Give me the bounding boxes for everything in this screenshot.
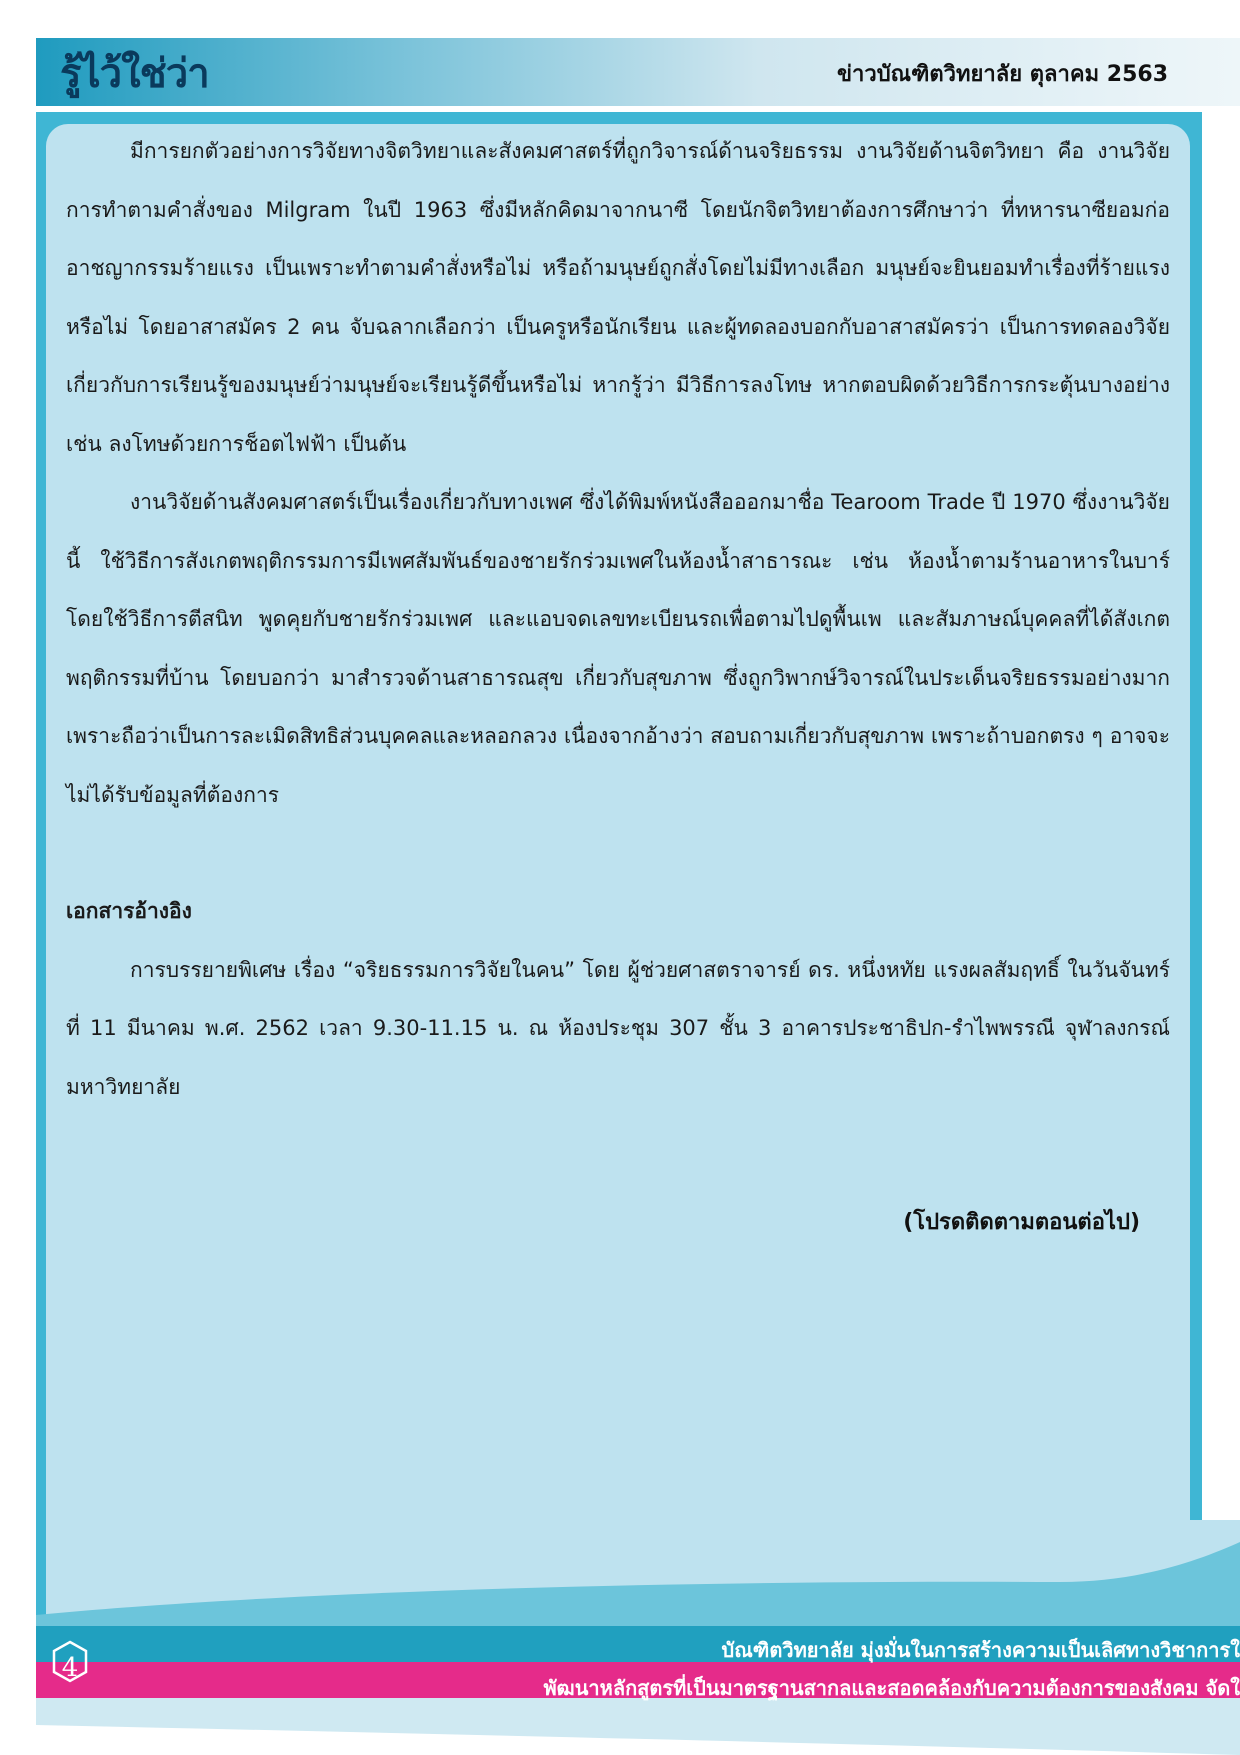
article-body: [66, 122, 1170, 1116]
newsletter-issue: ข่าวบัณฑิตวิทยาลัย ตุลาคม 2563: [836, 62, 1168, 87]
reference-entry: การบรรยายพิเศษ เรื่อง “จริยธรรมการวิจัยในคน” โดย ผู้ช่วยศาสตราจารย์ ดร. หนึ่งหทัย แรงผลสัมฤทธิ์ ในวันจันทร์ที่ 11 มีนาคม พ.ศ. 2562 เวลา 9.30-11.15 น. ณ ห้องประชุม 307 ชั้น 3 อาคารประชาธิปก-รำไพพรรณี จุฬาลงกรณ์มหาวิทยาลัย: [66, 957, 1170, 1099]
footer-slogan-2: พัฒนาหลักสูตรที่เป็นมาตรฐานสากลและสอดคล้องกับความต้องการของสังคม จัดใ: [543, 1676, 1240, 1700]
references-heading: เอกสารอ้างอิง: [66, 899, 192, 923]
footer-slogan-1: บัณฑิตวิทยาลัย มุ่งมั่นในการสร้างความเป็นเลิศทางวิชาการใ: [721, 1638, 1240, 1662]
paragraph-psychology: มีการยกตัวอย่างการวิจัยทางจิตวิทยาและสังคมศาสตร์ที่ถูกวิจารณ์ด้านจริยธรรม งานวิจัยด้านจิตวิทยา คือ งานวิจัยการทำตามคำสั่งของ Milgram ในปี 1963 ซึ่งมีหลักคิดมาจากนาซี โดยนักจิตวิทยาต้องการศึกษาว่า ที่ทหารนาซียอมก่ออาชญากรรมร้ายแรง เป็นเพราะทำตามคำสั่งหรือไม่ หรือถ้ามนุษย์ถูกสั่งโดยไม่มีทางเลือก มนุษย์จะยินยอมทำเรื่องที่ร้ายแรงหรือไม่ โดยอาสาสมัคร 2 คน จับฉลากเลือกว่า เป็นครูหรือนักเรียน และผู้ทดลองบอกกับอาสาสมัครว่า เป็นการทดลองวิจัยเกี่ยวกับการเรียนรู้ของมนุษย์ว่ามนุษย์จะเรียนรู้ดีขึ้นหรือไม่ หากรู้ว่า มีวิธีการลงโทษ หากตอบผิดด้วยวิธีการกระตุ้นบางอย่าง เช่น ลงโทษด้วยการช็อตไฟฟ้า เป็นต้น: [66, 139, 1170, 456]
to-be-continued: (โปรดติดตามตอนต่อไป): [903, 1210, 1140, 1235]
spacer: [66, 824, 1170, 882]
section-title: รู้ไว้ใช่ว่า: [60, 51, 209, 97]
paragraph-social-science: งานวิจัยด้านสังคมศาสตร์เป็นเรื่องเกี่ยวกับทางเพศ ซึ่งได้พิมพ์หนังสือออกมาชื่อ Tearoom Trade ปี 1970 ซึ่งงานวิจัยนี้ ใช้วิธีการสังเกตพฤติกรรมการมีเพศสัมพันธ์ของชายรักร่วมเพศในห้องน้ำสาธารณะ เช่น ห้องน้ำตามร้านอาหารในบาร์ โดยใช้วิธีการตีสนิท พูดคุยกับชายรักร่วมเพศ และแอบจดเลขทะเบียนรถเพื่อตามไปดูพื้นเพ และสัมภาษณ์บุคคลที่ได้สังเกตพฤติกรรมที่บ้าน โดยบอกว่า มาสำรวจด้านสาธารณสุข เกี่ยวกับสุขภาพ ซึ่งถูกวิพากษ์วิจารณ์ในประเด็นจริยธรรมอย่างมาก เพราะถือว่าเป็นการละเมิดสิทธิส่วนบุคคลและหลอกลวง เนื่องจากอ้างว่า สอบถามเกี่ยวกับสุขภาพ เพราะถ้าบอกตรง ๆ อาจจะไม่ได้รับข้อมูลที่ต้องการ: [66, 490, 1170, 807]
page-number: 4: [61, 1653, 79, 1683]
